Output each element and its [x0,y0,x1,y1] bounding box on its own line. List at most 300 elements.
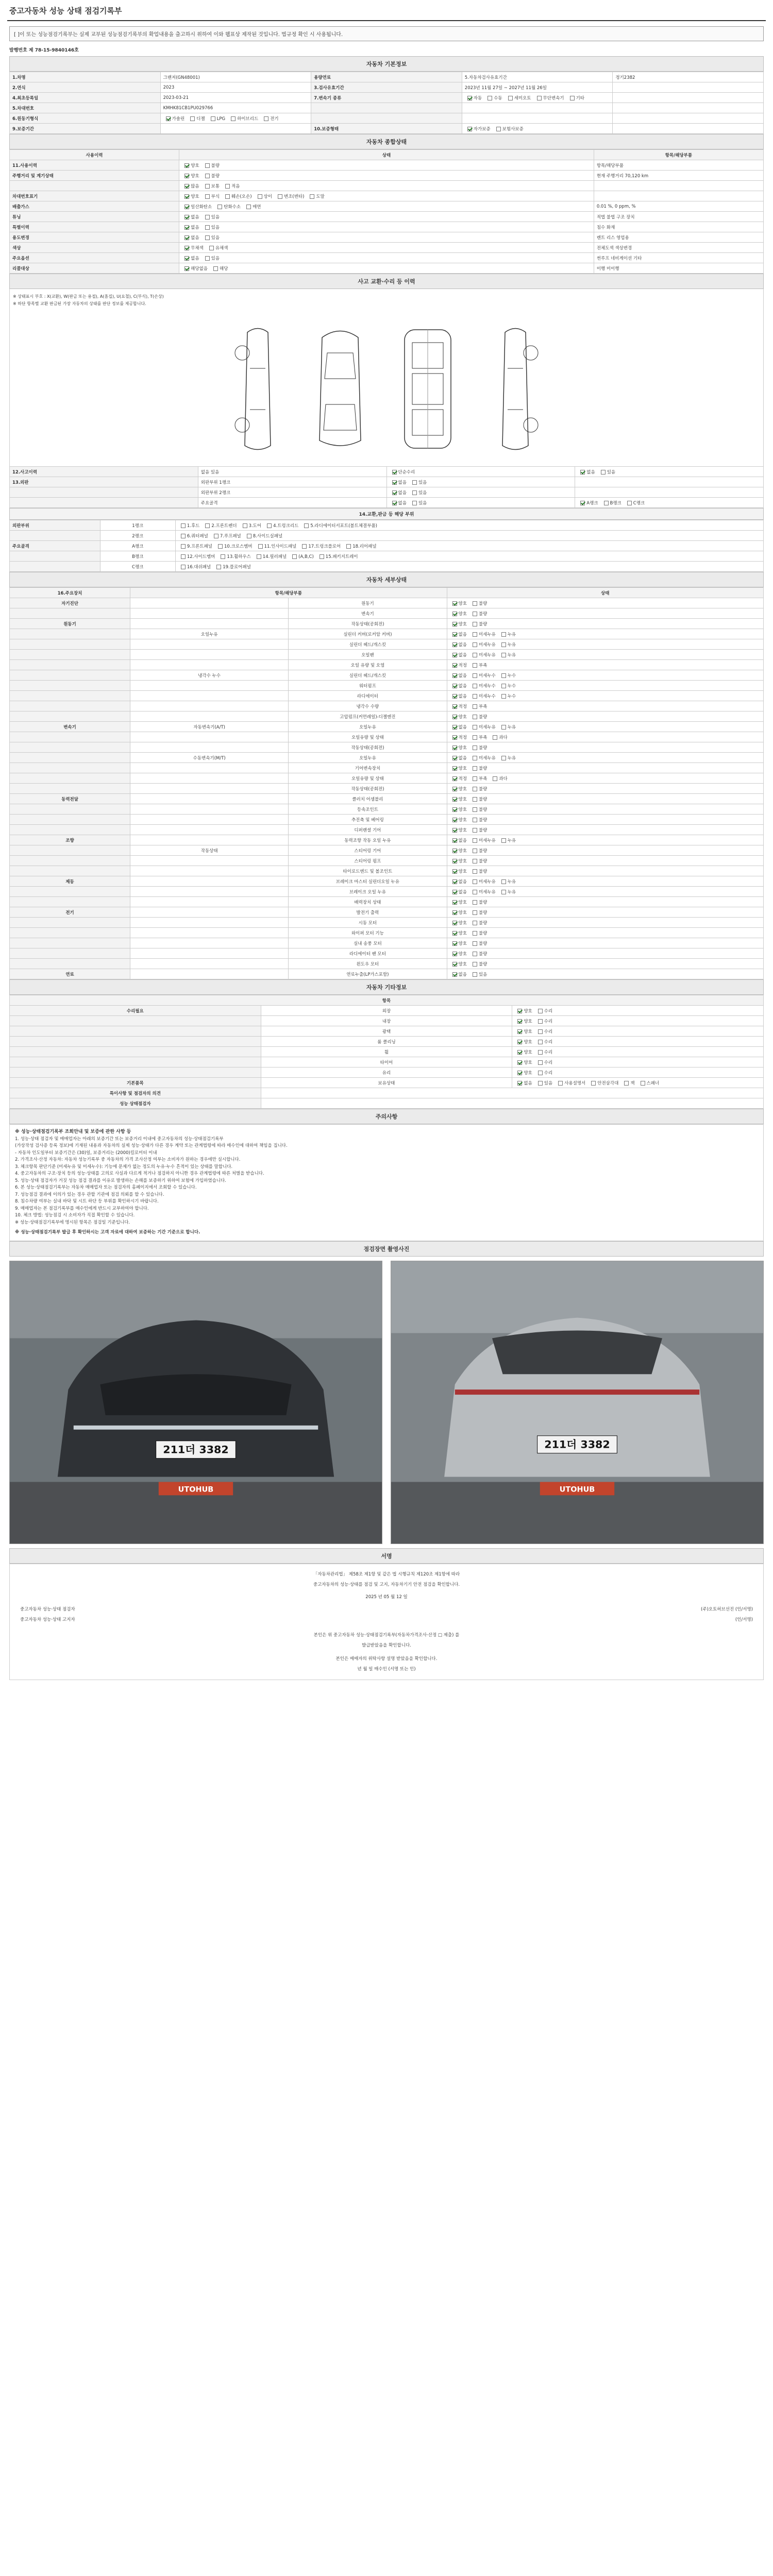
checkbox [166,116,171,121]
checkbox-option [203,224,220,230]
rear-car-image [391,1261,763,1544]
checkbox [501,838,506,843]
checkbox-option [182,204,212,210]
checkbox-option [515,1008,532,1014]
checkbox-label: 미세누유 [478,838,496,843]
table-cell: 특이사항 및 점검자의 의견 [10,1088,261,1098]
checkbox [473,787,477,791]
checkbox [221,554,225,559]
checkbox [452,766,457,771]
checkbox-option [450,806,467,812]
checkbox-label: 14.필러패널 [262,554,287,560]
checkbox [452,663,457,668]
table-cell [447,701,763,711]
table-cell: 브레이크 마스터 실린더오일 누유 [289,876,447,887]
checkbox-label: 없음 [458,632,467,637]
checkbox-label: 불량 [478,621,488,627]
checkbox-label: 양호 [458,848,467,854]
checkbox-label: 없음 [458,724,467,730]
checkbox-option [317,553,358,560]
checkbox [346,544,351,549]
checkbox-label: 양호 [191,173,199,179]
checkbox-option [178,522,200,529]
caution-bold-line: ※ 성능·상태점검기록부 발급 후 확인하시는 고객 자료에 대하여 보증하는 기간 기준으로 합니다. [15,1230,200,1235]
frame-header: 14.교환,판금 등 해당 부위 [9,508,764,520]
checkbox [452,849,457,853]
checkbox-label: 양호 [524,1008,532,1014]
checkbox-option [535,1039,552,1045]
checkbox-label: 없음 [586,469,595,475]
column-header: 항목 [10,995,764,1006]
checkbox-label: 불량 [478,601,488,606]
table-cell [10,887,130,897]
table-row [10,773,764,784]
table-cell [130,742,289,753]
checkbox-option [470,734,487,740]
checkbox-label: 미세누유 [478,879,496,885]
notifier-sign: (인/서명) [735,1617,753,1622]
sign-line-3: 본인은 위 중고자동차 성능·상태점검기록부(자동차가격조사·산정 □ 제출) 를 [313,1632,460,1638]
checkbox-option [470,796,487,802]
checkbox-option [410,479,427,485]
checkbox-label: 3.도어 [248,523,262,529]
checkbox [225,194,230,199]
table-row [10,113,764,124]
table-cell: 성능 상태점검자 [10,1098,261,1109]
checkbox [452,612,457,616]
checkbox-option [638,1080,660,1086]
checkbox-label: 양호 [458,910,467,916]
checkbox-label: 양호 [524,1039,532,1045]
checkbox [392,470,397,474]
table-row [10,520,764,531]
checkbox-option [450,909,467,916]
checkbox [452,756,457,760]
table-row [10,742,764,753]
checkbox-option [244,533,282,539]
checkbox-option [450,920,467,926]
table-cell: 오일누유 [289,722,447,732]
checkbox-label: 수동 [494,95,502,101]
table-cell: 실내 송풍 모터 [289,938,447,948]
checkbox-option [450,703,467,709]
checkbox [473,869,477,874]
checkbox [501,632,506,637]
checkbox-label: 미세누유 [478,642,496,648]
table-cell [10,732,130,742]
checkbox [452,622,457,626]
table-cell [447,639,763,650]
checkbox-label: 불량 [478,786,488,792]
table-cell: 원동기 [289,598,447,608]
checkbox-label: 12.사이드멤버 [187,554,215,560]
checkbox-label: 보험사보증 [502,126,524,132]
table-cell: 1랭크 [100,520,175,531]
table-cell: 오일누유 [130,629,289,639]
checkbox [302,544,307,549]
table-cell: 리콜대상 [10,263,179,274]
checkbox-label: 없음 [458,755,467,761]
checkbox [580,501,585,505]
checkbox [473,756,477,760]
checkbox-option [589,1080,618,1086]
table-cell [10,753,130,763]
basic-info-table [9,72,764,134]
table-cell [10,804,130,815]
checkbox [538,1019,543,1024]
checkbox-option [535,1070,552,1076]
checkbox-label: 양호 [458,961,467,967]
table-row [10,948,764,959]
checkbox [473,931,477,936]
checkbox [412,480,417,485]
checkbox-option [182,234,199,241]
repair-history-table [9,466,764,508]
checkbox-label: 누유 [507,652,516,658]
table-cell [130,835,289,845]
table-row [10,907,764,918]
table-cell: 2023-03-21 [160,93,311,103]
checkbox-label: 무채색 [191,245,204,251]
table-cell: 없음 있음 [198,467,386,477]
sign-line-2: 중고자동차의 성능·상태를 점검 및 고지, 자동차기기 안전 점검을 확인합니다. [313,1582,460,1587]
checkbox-label: 없음 [191,214,199,220]
checkbox-label: 적정 [458,735,467,740]
checkbox [258,194,262,199]
checkbox-option [254,553,287,560]
checkbox-option [182,255,199,261]
checkbox [190,116,195,121]
checkbox-option [598,469,615,475]
checkbox-label: 부족 [478,776,488,782]
table-cell [447,928,763,938]
table-cell [10,670,130,681]
caution-line: ※ 성능·상태점검기록부에 명시된 항목은 점검일 기준입니다. [15,1219,130,1225]
table-cell: 타이어 [261,1057,512,1067]
checkbox [184,266,189,271]
car-left-side-diagram [227,322,289,456]
checkbox-option [470,909,487,916]
checkbox [473,684,477,688]
table-row [10,1098,764,1109]
table-cell [447,959,763,969]
checkbox-label: 기타 [576,95,585,101]
table-cell: 원동기 [10,619,130,629]
checkbox-option [470,868,487,874]
checkbox [473,807,477,812]
checkbox [452,838,457,843]
checkbox-label: 10.크로스멤버 [224,544,253,549]
table-row [10,701,764,711]
photo-header: 점검장면 촬영사진 [9,1241,764,1257]
checkbox-label: 많음 [191,183,199,189]
checkbox-label: 불량 [478,766,488,771]
table-cell [447,763,763,773]
checkbox-label: 상이 [263,194,272,199]
checkbox-label: 11.인사이드패널 [264,544,297,549]
checkbox [473,921,477,925]
table-cell: 배출가스 [10,201,179,212]
table-cell [575,498,764,508]
checkbox-label: 17.트렁크플로어 [308,544,341,549]
checkbox-option [534,95,564,101]
table-cell: 내장 [261,1016,512,1026]
table-cell [447,866,763,876]
checkbox-option [261,115,278,122]
table-cell [311,103,462,113]
table-cell: 차대번호표기 [10,191,179,201]
table-cell [179,263,594,274]
table-cell [386,477,575,487]
table-cell [10,181,179,191]
sign-line-6: 년 월 일 매수인 (서명 또는 인) [357,1666,416,1672]
table-cell: 냉각수 수량 [289,701,447,711]
sign-line-1: 「자동차관리법」 제58조 제1항 및 같은 법 시행규칙 제120조 제1항에 따라 [313,1571,460,1577]
table-cell: 고압펌프(커먼레일)-디젤엔진 [289,711,447,722]
table-cell [130,608,289,619]
table-cell: KMHK81CB1PU029766 [160,103,311,113]
checkbox [184,194,189,199]
table-row [10,191,764,201]
table-cell [179,201,594,212]
checkbox-label: 없음 [458,642,467,648]
checkbox-label: 양호 [458,714,467,720]
checkbox-option [515,1059,532,1065]
checkbox-option [499,755,516,761]
checkbox [278,194,282,199]
table-row [10,72,764,82]
table-row [10,477,764,487]
checkbox-option [450,683,467,689]
table-cell: 튜닝 [10,212,179,222]
checkbox-label: 있음 [211,235,220,241]
table-cell: 발전기 출력 [289,907,447,918]
checkbox-label: 누유 [507,755,516,761]
checkbox [517,1009,522,1013]
table-cell [10,498,198,508]
table-cell: 냉각수 누수 [130,670,289,681]
table-row [10,1006,764,1016]
checkbox-option [450,858,467,864]
checkbox-option [470,683,496,689]
checkbox-label: 수리 [544,1049,553,1055]
checkbox-label: 불량 [478,930,488,936]
checkbox-label: B랭크 [610,500,621,506]
table-cell [447,784,763,794]
checkbox [473,818,477,822]
checkbox [205,184,210,189]
table-cell [10,763,130,773]
table-cell: 침수 화재 [594,222,763,232]
table-cell: 윈도우 모터 [289,959,447,969]
checkbox [184,205,189,209]
front-brand-text: UTOHUB [178,1485,214,1494]
table-cell: 11.사용이력 [10,160,179,171]
car-diagram [9,312,764,466]
checkbox-option [470,786,487,792]
checkbox-option [410,489,427,496]
front-car-image [10,1261,382,1544]
checkbox-label: 누수 [507,693,516,699]
checkbox [501,879,506,884]
checkbox [467,96,472,100]
table-row [10,562,764,572]
table-row [10,551,764,562]
table-cell [130,804,289,815]
checkbox-label: 있음 [211,214,220,220]
checkbox [501,756,506,760]
table-cell [447,660,763,670]
checkbox-label: 해당없음 [191,266,208,272]
checkbox-label: 적음 [231,183,240,189]
checkbox-label: 양호 [524,1019,532,1024]
checkbox [218,544,223,549]
table-cell: 3.검사유효기간 [311,82,462,93]
checkbox-option [450,899,467,905]
table-cell: 등속조인트 [289,804,447,815]
checkbox-option [240,522,262,529]
legend-line-1: ※ 상태표시 부호 : X(교환), W(판금 또는 용접), A(흠집), U(요철), C(부식), T(손상) [13,294,164,299]
table-row [10,784,764,794]
table-cell [130,825,289,835]
overall-table [9,149,764,274]
checkbox-label: 미세누수 [478,683,496,689]
checkbox-option [450,848,467,854]
detail-header: 자동차 세부상태 [9,572,764,587]
other-table [9,995,764,1109]
table-cell: 자동변속기(A/T) [130,722,289,732]
checkbox-label: 없음 [458,889,467,895]
checkbox [473,952,477,956]
checkbox-option [556,1080,585,1086]
table-cell: 외판부위 2랭크 [198,487,386,498]
inspector-row [20,1604,753,1615]
checkbox-label: 양호 [458,900,467,905]
checkbox [205,215,210,219]
checkbox-option [578,469,595,475]
checkbox-option [450,611,467,617]
checkbox-label: 무단변속기 [543,95,564,101]
checkbox-label: 수리 [544,1029,553,1035]
checkbox-label: 없음 [191,256,199,261]
checkbox [452,900,457,905]
checkbox [508,96,513,100]
checkbox-option [450,652,467,658]
checkbox [517,1019,522,1024]
frame-parts-table [9,520,764,572]
column-header: 항목/해당부품 [594,150,763,160]
checkbox-option [470,961,487,967]
table-cell [447,753,763,763]
table-cell [447,691,763,701]
checkbox-option [470,899,487,905]
checkbox-label: 스패너 [646,1080,660,1086]
checkbox-option [465,95,482,101]
checkbox-option [178,543,212,549]
checkbox-label: 18.리어패널 [352,544,377,549]
table-cell [261,1098,763,1109]
table-cell [130,897,289,907]
checkbox-label: 없음 [398,500,407,506]
checkbox [184,163,189,168]
table-cell [311,113,462,124]
checkbox-option [499,683,516,689]
checkbox-label: 자동 [473,95,482,101]
table-cell [512,1016,764,1026]
checkbox [257,554,261,559]
checkbox-label: 불량 [478,961,488,967]
checkbox [247,534,251,538]
table-row [10,498,764,508]
checkbox-option [515,1018,532,1024]
checkbox [452,704,457,709]
table-cell [179,222,594,232]
checkbox-option [450,600,467,606]
legend-line-2: ※ 하단 항목별 교환 판금된 가장 자동차의 상태를 판단 정보를 제공합니다. [13,301,146,306]
table-cell [130,876,289,887]
cautions-section [9,1109,764,1241]
table-row [10,815,764,825]
table-cell: 외장 [261,1006,512,1016]
table-cell [447,722,763,732]
table-cell [386,498,575,508]
table-cell [175,551,763,562]
checkbox-option [450,930,467,936]
table-cell [10,784,130,794]
checkbox-label: 양호 [458,869,467,874]
sign-box [9,1564,764,1680]
checkbox [467,127,472,131]
checkbox-option [203,522,237,529]
checkbox-option [499,652,516,658]
checkbox-option [450,796,467,802]
checkbox-label: 없음 [458,879,467,885]
checkbox-option [470,755,496,761]
cautions-title: ※ 성능·상태점검기록부 조회안내 및 보증에 관한 사항 등 [15,1129,131,1134]
checkbox [452,921,457,925]
checkbox [501,694,506,699]
checkbox [211,116,215,121]
checkbox-option [535,1059,552,1065]
checkbox-label: 불량 [478,827,488,833]
sign-section [9,1548,764,1680]
checkbox-option [203,214,220,220]
table-cell [130,918,289,928]
table-row [10,222,764,232]
table-cell: 연료 [10,969,130,979]
checkbox-option [223,183,240,189]
checkbox [304,523,309,528]
checkbox-label: 8.사이드실패널 [253,533,283,539]
checkbox-option [535,1080,552,1086]
table-row [10,93,764,103]
checkbox-label: 적정 [458,663,467,668]
caution-line: 9. 매매업자는 본 점검기록부를 매수인에게 반드시 교부하여야 합니다. [15,1206,149,1211]
table-cell [447,918,763,928]
table-cell: 동력조향 작동 오일 누유 [289,835,447,845]
checkbox [538,1060,543,1065]
table-cell [447,969,763,979]
car-top-frame-diagram [392,322,464,456]
checkbox-label: 적정 [458,776,467,782]
checkbox [517,1040,522,1044]
table-cell [613,124,764,134]
document-title: 중고자동차 성능 상태 점검기록부 [7,0,766,21]
checkbox-label: 불량 [478,745,488,751]
table-cell [462,103,613,113]
table-cell [10,691,130,701]
checkbox-option [450,714,467,720]
